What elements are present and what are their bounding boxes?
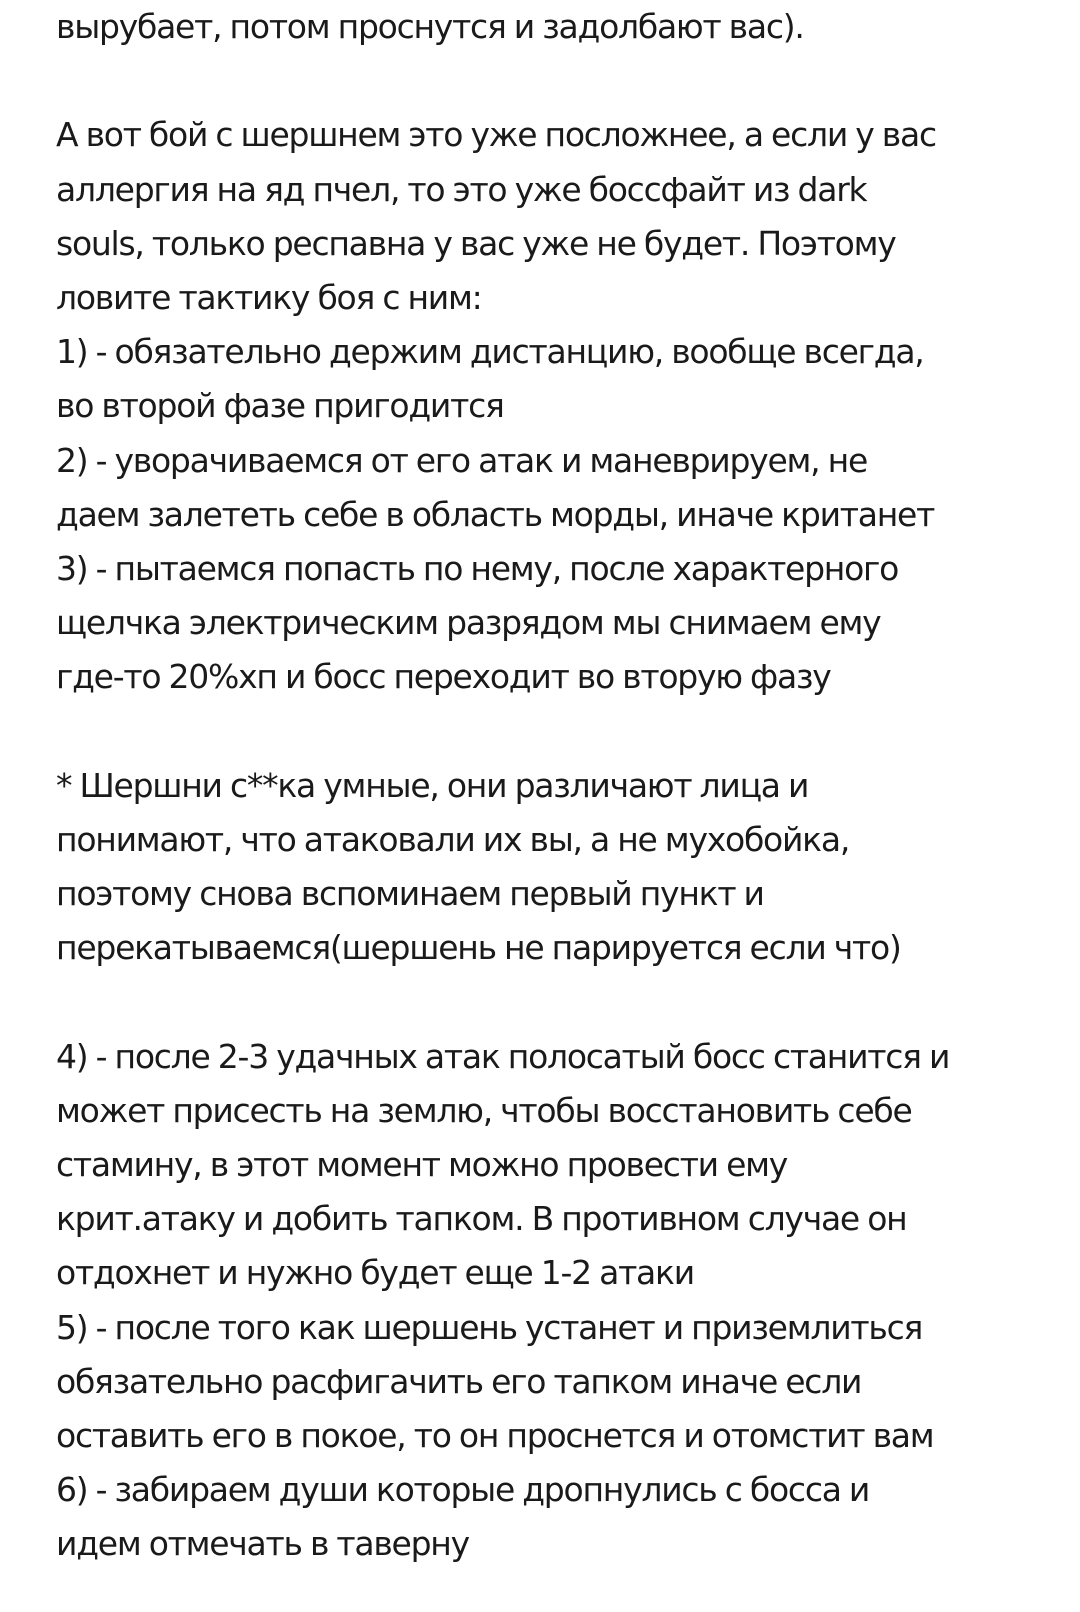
text-line: ловите тактику боя с ним: <box>56 277 482 317</box>
text-line: во второй фазе пригодится <box>56 386 504 426</box>
text-line: щелчка электрическим разрядом мы снимаем ему <box>56 603 881 643</box>
list-item-1: 1) - обязательно держим дистанцию, вообще всегда, <box>56 332 924 372</box>
text-line: перекатываемся(шершень не парируется если что) <box>56 928 901 968</box>
text-line: где-то 20%хп и босс переходит во вторую фазу <box>56 657 831 697</box>
list-item-3: 3) - пытаемся попасть по нему, после характерного <box>56 548 899 588</box>
text-line: вырубает, потом проснутся и задолбают вас). <box>56 7 804 46</box>
list-item-2: 2) - уворачиваемся от его атак и маневрируем, не <box>56 440 868 480</box>
list-item-4: 4) - после 2-3 удачных атак полосатый босс станится и <box>56 1036 950 1076</box>
text-line: souls, только респавна у вас уже не будет. Поэтому <box>56 223 896 263</box>
text-line: понимают, что атаковали их вы, а не мухобойка, <box>56 819 850 859</box>
article-text <box>56 0 1056 1571</box>
text-line: стамину, в этот момент можно провести ему <box>56 1144 788 1184</box>
list-item-6: 6) - забираем души которые дропнулись с босса и <box>56 1470 870 1510</box>
text-line: крит.атаку и добить тапком. В противном случае он <box>56 1199 907 1239</box>
paragraph-break <box>56 975 1056 1029</box>
footnote-line: * Шершни с**ка умные, они различают лица и <box>56 765 809 805</box>
text-line: аллергия на яд пчел, то это уже боссфайт из dark <box>56 169 867 209</box>
list-item-5: 5) - после того как шершень устанет и приземлиться <box>56 1307 923 1347</box>
paragraph-break <box>56 704 1056 758</box>
text-line: может присесть на землю, чтобы восстановить себе <box>56 1090 912 1130</box>
text-line: даем залететь себе в область морды, иначе кританет <box>56 494 935 534</box>
text-line: А вот бой с шершнем это уже посложнее, а если у вас <box>56 115 936 155</box>
paragraph-break <box>56 54 1056 108</box>
text-line: идем отмечать в таверну <box>56 1524 469 1564</box>
text-line: отдохнет и нужно будет еще 1-2 атаки <box>56 1253 694 1293</box>
text-line: оставить его в покое, то он проснется и отомстит вам <box>56 1415 934 1455</box>
text-line: обязательно расфигачить его тапком иначе если <box>56 1361 862 1401</box>
text-line: поэтому снова вспоминаем первый пункт и <box>56 874 764 913</box>
